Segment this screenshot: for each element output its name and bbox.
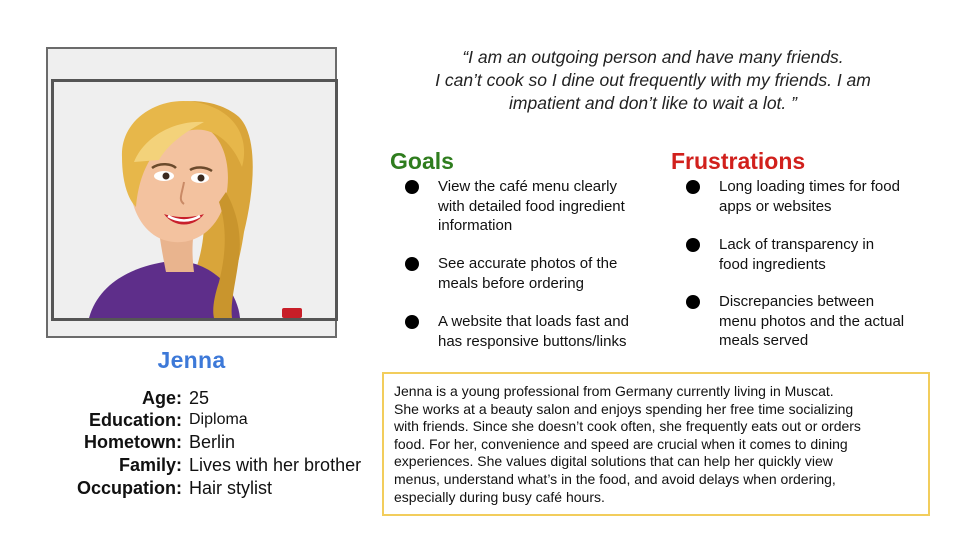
frustration-line: Long loading times for food — [719, 178, 900, 195]
fact-label: Hometown: — [84, 432, 182, 452]
frustration-line: apps or websites — [719, 197, 832, 215]
frustration-line: food ingredients — [719, 255, 826, 273]
fact-value: Hair stylist — [189, 478, 273, 498]
frustration-line: Lack of transparency in — [719, 236, 875, 253]
goal-item — [438, 312, 678, 351]
bullet-icon — [686, 295, 700, 309]
bio-line: with friends. Since she doesn’t cook often, she frequently eats out or orders — [394, 418, 861, 435]
fact-value: Berlin — [189, 432, 236, 452]
frustration-line: menu photos and the actual — [719, 312, 905, 330]
bio-line: food. For her, convenience and speed are crucial when it comes to dining — [394, 435, 848, 452]
profile-photo-frame — [46, 47, 337, 338]
profile-photo — [51, 79, 338, 321]
bio-line: especially during busy café hours. — [394, 488, 605, 505]
bullet-icon — [686, 180, 700, 194]
fact-label: Education: — [89, 410, 182, 430]
fact-label: Occupation: — [76, 478, 182, 498]
bio-line: Jenna is a young professional from Germany currently living in Muscat. — [394, 383, 834, 399]
frustration-item — [719, 177, 944, 216]
bullet-icon — [405, 257, 419, 271]
persona-name: Jenna — [157, 347, 226, 373]
frustration-line: meals served — [719, 332, 809, 349]
goals-heading: Goals — [390, 148, 454, 174]
fact-label: Age: — [142, 388, 182, 408]
fact-value: Lives with her brother — [189, 455, 362, 475]
frustration-item — [719, 235, 944, 274]
avatar-illustration — [54, 82, 335, 318]
goal-line: meals before ordering — [438, 274, 584, 292]
goal-line: with detailed food ingredient — [438, 197, 625, 215]
bullet-icon — [405, 315, 419, 329]
quote-line: impatient and don’t like to wait a lot. ” — [509, 93, 797, 113]
goal-line: See accurate photos of the — [438, 255, 618, 272]
goal-item — [438, 177, 678, 236]
frustration-item — [719, 292, 944, 351]
goal-line: View the café menu clearly — [438, 178, 617, 195]
fact-value: 25 — [189, 388, 210, 408]
bullet-icon — [686, 238, 700, 252]
frustration-line: Discrepancies between — [719, 293, 875, 310]
goal-line: has responsive buttons/links — [438, 332, 627, 350]
frustrations-heading: Frustrations — [671, 148, 806, 174]
fact-label: Family: — [118, 455, 182, 475]
quote-line: I can’t cook so I dine out frequently with my friends. I am — [435, 70, 871, 90]
quote-line: “I am an outgoing person and have many friends. — [462, 47, 844, 67]
bio-line: menus, understand what’s in the food, and avoid delays when ordering, — [394, 470, 836, 487]
persona-quote — [400, 46, 906, 115]
fact-value: Diploma — [189, 411, 248, 428]
bio-line: She works at a beauty salon and enjoys spending her free time socializing — [394, 400, 854, 417]
goal-item — [438, 254, 678, 293]
bullet-icon — [405, 180, 419, 194]
bio-box — [382, 372, 930, 516]
goal-line: A website that loads fast and — [438, 313, 629, 330]
bio-line: experiences. She values digital solutions that can help her quickly view — [394, 453, 833, 470]
goal-line: information — [438, 217, 513, 234]
